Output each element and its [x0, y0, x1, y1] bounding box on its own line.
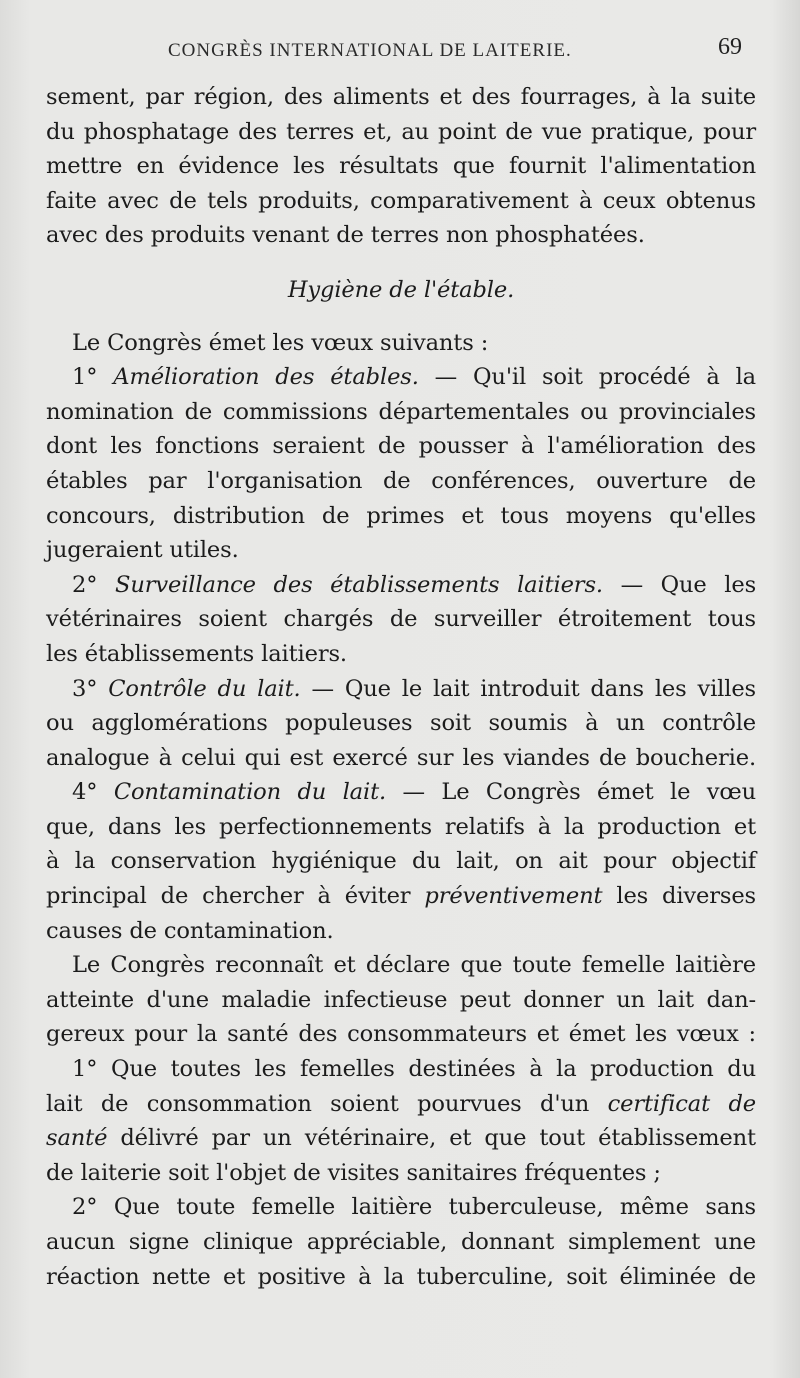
running-title: CONGRÈS INTERNATIONAL DE LAITERIE.	[168, 40, 572, 61]
italic-text: santé	[46, 1125, 108, 1152]
line-text: ou agglomérations populeuses soit soumis à un contrôle	[46, 710, 756, 737]
line-text: dont les fonctions seraient de pousser à l'amélioration des	[46, 433, 756, 460]
line-text: les diverses	[602, 883, 757, 910]
text-body	[46, 80, 756, 1294]
italic-text: Contamination du lait.	[113, 779, 387, 806]
text-line	[46, 1260, 756, 1295]
line-text: — Le Congrès émet le vœu	[386, 779, 757, 806]
text-line	[46, 741, 756, 776]
line-text: nomination de commissions départementales ou provinciales	[46, 398, 756, 425]
italic-text: préventivement	[424, 883, 603, 910]
line-text: réaction nette et positive à la tuberculine, soit éliminée de	[46, 1263, 756, 1290]
text-line	[46, 879, 756, 914]
line-text: 2° Que toute femelle laitière tuberculeuse, même sans	[72, 1194, 756, 1221]
line-text: jugeraient utiles.	[46, 537, 239, 564]
line-text: de laiterie soit l'objet de visites sanitaires fréquentes ;	[46, 1159, 661, 1186]
line-text: — Que le lait introduit dans les villes	[300, 675, 756, 702]
line-text: à la conservation hygiénique du lait, on ait pour objectif	[46, 848, 756, 875]
text-line	[46, 80, 756, 115]
text-line	[46, 810, 756, 845]
text-line	[46, 395, 756, 430]
line-text: sement, par région, des aliments et des fourrages, à la suite	[46, 84, 756, 110]
text-line	[46, 499, 756, 534]
line-text: du phosphatage des terres et, au point de vue pratique, pour	[46, 118, 756, 145]
text-line	[46, 1017, 756, 1052]
text-line	[46, 948, 756, 983]
line-text: atteinte d'une maladie infectieuse peut donner un lait dan-	[46, 986, 756, 1013]
section-heading	[46, 273, 756, 308]
page-number: 69	[718, 34, 742, 60]
text-line	[46, 568, 756, 603]
text-line	[46, 218, 756, 253]
text-line	[46, 914, 756, 949]
text-line	[46, 149, 756, 184]
text-line	[46, 1156, 756, 1191]
line-text: vétérinaires soient chargés de surveiller étroitement tous	[46, 606, 756, 633]
line-text: Hygiène de l'étable.	[287, 276, 515, 303]
line-text: 1°	[72, 364, 114, 391]
line-text: mettre en évidence les résultats que fournit l'alimentation	[46, 153, 756, 180]
italic-text: certificat de	[607, 1090, 756, 1117]
text-line	[46, 115, 756, 150]
line-text: Le Congrès émet les vœux suivants :	[72, 329, 489, 356]
italic-text: Amélioration des étables.	[113, 364, 419, 391]
text-line	[46, 983, 756, 1018]
text-line	[46, 637, 756, 672]
text-line	[46, 672, 756, 707]
line-text: — Qu'il soit procédé à la	[418, 364, 756, 391]
text-line	[46, 602, 756, 637]
text-line	[46, 706, 756, 741]
text-line	[46, 464, 756, 499]
line-text: étables par l'organisation de conférences, ouverture de	[46, 467, 756, 494]
line-text: analogue à celui qui est exercé sur les viandes de boucherie.	[46, 744, 756, 771]
text-line	[46, 1087, 756, 1122]
line-text: — Que les	[602, 571, 757, 598]
text-line	[46, 1190, 756, 1225]
line-text: que, dans les perfectionnements relatifs à la production et	[46, 813, 756, 840]
line-text: 1° Que toutes les femelles destinées à la production du	[72, 1056, 756, 1083]
line-text: les établissements laitiers.	[46, 640, 347, 667]
line-text: gereux pour la santé des consommateurs et émet les vœux :	[46, 1021, 756, 1048]
italic-text: Surveillance des établissements laitiers.	[115, 571, 603, 598]
text-line	[46, 360, 756, 395]
text-line	[46, 1225, 756, 1260]
page-header	[0, 30, 800, 70]
text-line	[46, 533, 756, 568]
text-line	[46, 1052, 756, 1087]
text-line	[46, 844, 756, 879]
line-text: aucun signe clinique appréciable, donnant simplement une	[46, 1229, 756, 1255]
text-line	[46, 326, 756, 361]
text-line	[46, 184, 756, 219]
line-text: 4°	[72, 779, 114, 806]
line-text: faite avec de tels produits, comparativement à ceux obtenus	[46, 187, 756, 214]
line-text: lait de consommation soient pourvues d'un	[46, 1090, 608, 1117]
line-text: avec des produits venant de terres non phosphatées.	[46, 222, 645, 249]
italic-text: Contrôle du lait.	[108, 675, 301, 702]
line-text: délivré par un vétérinaire, et que tout établissement	[107, 1125, 756, 1152]
line-text: 2°	[72, 571, 116, 598]
text-line	[46, 1121, 756, 1156]
line-text: causes de contamination.	[46, 917, 334, 944]
line-text: Le Congrès reconnaît et déclare que toute femelle laitière	[72, 952, 756, 979]
line-text: principal de chercher à éviter	[46, 883, 425, 910]
text-line	[46, 775, 756, 810]
text-line	[46, 429, 756, 464]
line-text: 3°	[72, 675, 109, 702]
line-text: concours, distribution de primes et tous moyens qu'elles	[46, 502, 756, 529]
